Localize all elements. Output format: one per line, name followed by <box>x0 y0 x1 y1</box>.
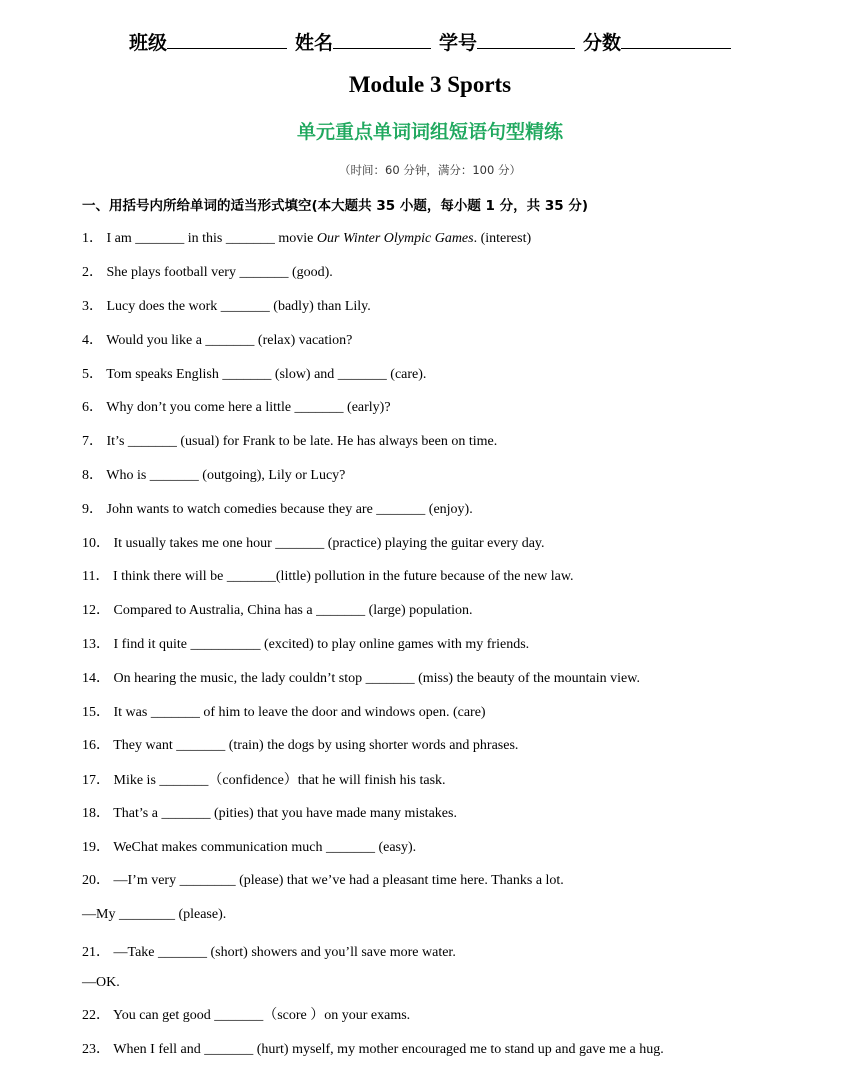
question-9: 9． John wants to watch comedies because they are _______ (enjoy). <box>82 502 473 517</box>
question-17: 17． Mike is _______（confidence）that he will finish his task. <box>82 773 446 788</box>
question-21: 21． —Take _______ (short) showers and you’ll save more water. <box>82 945 456 960</box>
question-3: 3． Lucy does the work _______ (badly) than Lily. <box>82 299 371 314</box>
page-title: Module 3 Sports <box>348 72 512 97</box>
question-8: 8． Who is _______ (outgoing), Lily or Lucy? <box>82 468 346 483</box>
question-7: 7． It’s _______ (usual) for Frank to be late. He has always been on time. <box>82 434 498 449</box>
time-note: （时间：60 分钟，满分：100 分） <box>339 163 521 177</box>
question-2: 2． She plays football very _______ (good). <box>82 265 333 280</box>
question-20: 20． —I’m very ________ (please) that we’ve had a pleasant time here. Thanks a lot. <box>82 873 564 888</box>
page-subtitle: 单元重点单词词组短语句型精练 <box>296 121 563 143</box>
class-label: 班级 <box>128 32 167 54</box>
question-22: 22． You can get good _______（score ）on your exams. <box>82 1008 411 1023</box>
score-blank[interactable] <box>621 30 731 49</box>
question-19: 19． WeChat makes communication much _______ (easy). <box>82 840 417 855</box>
question-10: 10． It usually takes me one hour _______ (practice) playing the guitar every day. <box>82 536 545 551</box>
question-5: 5． Tom speaks English _______ (slow) and _______ (care). <box>82 367 427 382</box>
movie-title: Our Winter Olympic Games <box>316 231 474 246</box>
question-13: 13． I find it quite __________ (excited) to play online games with my friends. <box>82 637 530 652</box>
student-id-label: 学号 <box>439 32 478 54</box>
question-20-reply: —My ________ (please). <box>82 907 227 922</box>
question-11: 11． I think there will be _______(little) pollution in the future because of the new law. <box>82 569 574 584</box>
name-label: 姓名 <box>294 32 333 54</box>
section-heading: 一、用括号内所给单词的适当形式填空(本大题共 35 小题，每小题 1 分，共 35 分) <box>82 198 589 214</box>
question-14: 14． On hearing the music, the lady couldn’t stop _______ (miss) the beauty of the mountain view. <box>82 671 640 686</box>
question-15: 15． It was _______ of him to leave the door and windows open. (care) <box>82 705 486 720</box>
score-label: 分数 <box>583 32 622 54</box>
question-23: 23． When I fell and _______ (hurt) myself, my mother encouraged me to stand up and gave me a hug. <box>82 1042 664 1057</box>
question-6: 6． Why don’t you come here a little _______ (early)? <box>82 400 391 415</box>
question-18: 18． That’s a _______ (pities) that you have made many mistakes. <box>82 806 457 821</box>
question-21-reply: —OK. <box>82 975 120 990</box>
question-16: 16． They want _______ (train) the dogs by using shorter words and phrases. <box>82 738 519 753</box>
student-info-line <box>0 28 860 55</box>
student-id-blank[interactable] <box>477 30 575 49</box>
question-12: 12． Compared to Australia, China has a _______ (large) population. <box>82 603 473 618</box>
question-4: 4． Would you like a _______ (relax) vacation? <box>82 333 353 348</box>
class-blank[interactable] <box>167 30 287 49</box>
name-blank[interactable] <box>333 30 431 49</box>
question-1: 1． I am _______ in this _______ movie Our Winter Olympic Games. (interest) <box>82 231 532 246</box>
